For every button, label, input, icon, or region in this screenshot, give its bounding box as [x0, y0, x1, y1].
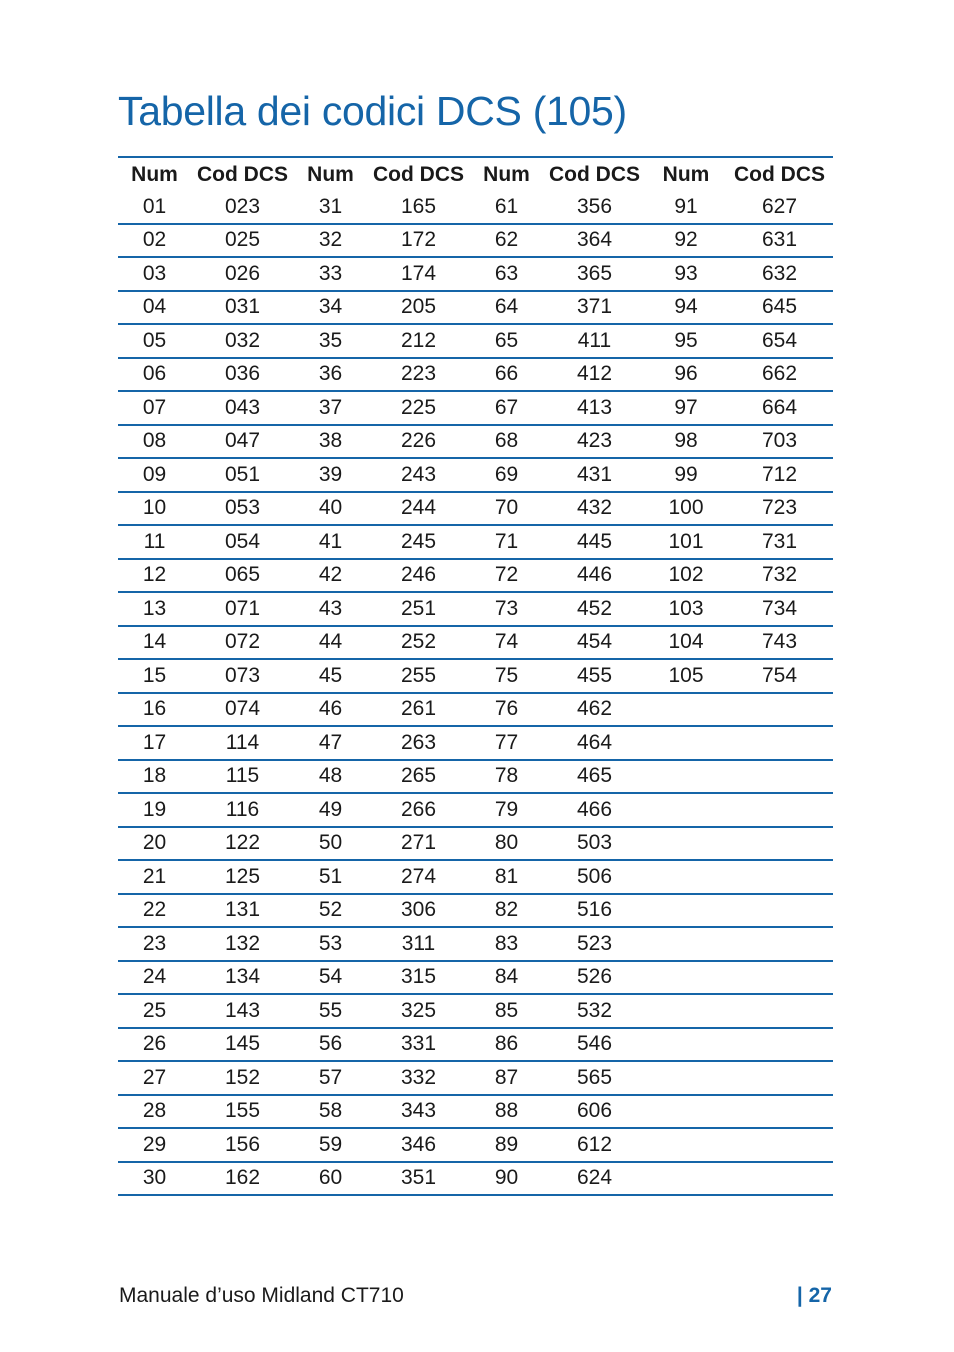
table-row [118, 425, 833, 459]
cell-cod-dcs: 664 [726, 391, 833, 425]
column-header-cod-dcs: Cod DCS [549, 162, 640, 186]
cell-cod-dcs [726, 961, 833, 995]
cell-num: 29 [118, 1128, 191, 1162]
cell-cod-dcs: 065 [191, 559, 294, 593]
table-row [118, 492, 833, 526]
cell-num: 90 [470, 1162, 543, 1196]
table-row [118, 592, 833, 626]
cell-num: 64 [470, 291, 543, 325]
table-row [118, 191, 833, 224]
cell-cod-dcs: 131 [191, 894, 294, 928]
cell-num: 76 [470, 693, 543, 727]
cell-num: 18 [118, 760, 191, 794]
cell-num: 51 [294, 860, 367, 894]
cell-cod-dcs: 532 [543, 994, 646, 1028]
cell-cod-dcs [726, 827, 833, 861]
cell-cod-dcs: 172 [367, 224, 470, 258]
cell-num: 68 [470, 425, 543, 459]
cell-num [646, 760, 726, 794]
cell-cod-dcs: 266 [367, 793, 470, 827]
cell-cod-dcs: 411 [543, 324, 646, 358]
cell-num [646, 827, 726, 861]
cell-cod-dcs [726, 1061, 833, 1095]
cell-num: 21 [118, 860, 191, 894]
cell-cod-dcs [726, 994, 833, 1028]
cell-num: 86 [470, 1028, 543, 1062]
cell-num: 47 [294, 726, 367, 760]
cell-num [646, 927, 726, 961]
cell-cod-dcs: 315 [367, 961, 470, 995]
cell-num: 49 [294, 793, 367, 827]
cell-num: 95 [646, 324, 726, 358]
cell-cod-dcs: 143 [191, 994, 294, 1028]
table-header [118, 157, 833, 191]
cell-num: 40 [294, 492, 367, 526]
cell-num: 87 [470, 1061, 543, 1095]
cell-num: 62 [470, 224, 543, 258]
table-row [118, 726, 833, 760]
cell-cod-dcs: 074 [191, 693, 294, 727]
cell-cod-dcs: 523 [543, 927, 646, 961]
cell-num: 09 [118, 458, 191, 492]
cell-cod-dcs [726, 1162, 833, 1196]
cell-cod-dcs: 546 [543, 1028, 646, 1062]
cell-cod-dcs: 125 [191, 860, 294, 894]
cell-num: 27 [118, 1061, 191, 1095]
cell-num: 50 [294, 827, 367, 861]
cell-num [646, 961, 726, 995]
cell-num: 81 [470, 860, 543, 894]
cell-num: 11 [118, 525, 191, 559]
cell-num: 36 [294, 358, 367, 392]
cell-num: 15 [118, 659, 191, 693]
cell-num: 05 [118, 324, 191, 358]
cell-num: 24 [118, 961, 191, 995]
cell-cod-dcs: 114 [191, 726, 294, 760]
table-row [118, 659, 833, 693]
column-header-cod-dcs: Cod DCS [197, 162, 288, 186]
cell-cod-dcs: 516 [543, 894, 646, 928]
cell-cod-dcs: 225 [367, 391, 470, 425]
table-row [118, 827, 833, 861]
cell-cod-dcs: 734 [726, 592, 833, 626]
cell-cod-dcs: 306 [367, 894, 470, 928]
cell-cod-dcs: 351 [367, 1162, 470, 1196]
cell-num: 96 [646, 358, 726, 392]
cell-cod-dcs: 464 [543, 726, 646, 760]
cell-cod-dcs [726, 1095, 833, 1129]
table-row [118, 1028, 833, 1062]
cell-cod-dcs: 071 [191, 592, 294, 626]
cell-num: 34 [294, 291, 367, 325]
cell-cod-dcs: 043 [191, 391, 294, 425]
column-header-cod-dcs: Cod DCS [734, 162, 825, 186]
cell-cod-dcs: 465 [543, 760, 646, 794]
cell-num [646, 1061, 726, 1095]
cell-num: 14 [118, 626, 191, 660]
column-header-num: Num [483, 162, 530, 186]
cell-num: 79 [470, 793, 543, 827]
cell-cod-dcs: 413 [543, 391, 646, 425]
cell-cod-dcs: 466 [543, 793, 646, 827]
cell-num: 71 [470, 525, 543, 559]
cell-num: 65 [470, 324, 543, 358]
cell-cod-dcs: 703 [726, 425, 833, 459]
cell-num: 03 [118, 257, 191, 291]
cell-cod-dcs: 632 [726, 257, 833, 291]
cell-num: 55 [294, 994, 367, 1028]
column-header-num: Num [662, 162, 710, 186]
page-title: Tabella dei codici DCS (105) [118, 88, 627, 134]
column-header-num: Num [307, 162, 354, 186]
cell-num: 63 [470, 257, 543, 291]
cell-cod-dcs: 152 [191, 1061, 294, 1095]
cell-num: 19 [118, 793, 191, 827]
cell-num: 57 [294, 1061, 367, 1095]
cell-num: 41 [294, 525, 367, 559]
cell-num: 60 [294, 1162, 367, 1196]
table-row [118, 1061, 833, 1095]
cell-num: 78 [470, 760, 543, 794]
cell-cod-dcs: 263 [367, 726, 470, 760]
cell-cod-dcs: 731 [726, 525, 833, 559]
cell-cod-dcs: 243 [367, 458, 470, 492]
cell-num: 43 [294, 592, 367, 626]
cell-cod-dcs: 506 [543, 860, 646, 894]
table-row [118, 324, 833, 358]
cell-num: 100 [646, 492, 726, 526]
cell-cod-dcs: 612 [543, 1128, 646, 1162]
table-row [118, 358, 833, 392]
cell-cod-dcs: 116 [191, 793, 294, 827]
cell-num: 23 [118, 927, 191, 961]
cell-cod-dcs [726, 793, 833, 827]
cell-cod-dcs: 205 [367, 291, 470, 325]
cell-cod-dcs: 244 [367, 492, 470, 526]
table-row [118, 760, 833, 794]
cell-cod-dcs: 047 [191, 425, 294, 459]
cell-cod-dcs: 261 [367, 693, 470, 727]
cell-num [646, 1162, 726, 1196]
cell-cod-dcs: 072 [191, 626, 294, 660]
cell-num: 93 [646, 257, 726, 291]
header-row [118, 157, 833, 191]
cell-num: 66 [470, 358, 543, 392]
table-row [118, 291, 833, 325]
cell-num: 13 [118, 592, 191, 626]
cell-num [646, 1128, 726, 1162]
cell-num: 80 [470, 827, 543, 861]
cell-num [646, 726, 726, 760]
cell-num: 02 [118, 224, 191, 258]
cell-cod-dcs: 412 [543, 358, 646, 392]
cell-cod-dcs: 073 [191, 659, 294, 693]
cell-num: 37 [294, 391, 367, 425]
cell-num: 91 [646, 191, 726, 224]
cell-num: 46 [294, 693, 367, 727]
table-row [118, 1128, 833, 1162]
cell-cod-dcs: 026 [191, 257, 294, 291]
cell-num: 67 [470, 391, 543, 425]
cell-num: 44 [294, 626, 367, 660]
cell-cod-dcs: 246 [367, 559, 470, 593]
cell-cod-dcs: 134 [191, 961, 294, 995]
cell-cod-dcs: 631 [726, 224, 833, 258]
cell-cod-dcs: 332 [367, 1061, 470, 1095]
cell-num [646, 994, 726, 1028]
cell-num: 94 [646, 291, 726, 325]
cell-cod-dcs: 371 [543, 291, 646, 325]
cell-num: 104 [646, 626, 726, 660]
cell-num: 82 [470, 894, 543, 928]
cell-cod-dcs: 174 [367, 257, 470, 291]
table-row [118, 525, 833, 559]
cell-num: 42 [294, 559, 367, 593]
cell-num [646, 793, 726, 827]
table-row [118, 860, 833, 894]
table-row [118, 391, 833, 425]
table-body [118, 191, 833, 1195]
cell-cod-dcs [726, 1128, 833, 1162]
cell-cod-dcs: 054 [191, 525, 294, 559]
cell-cod-dcs: 624 [543, 1162, 646, 1196]
cell-cod-dcs: 754 [726, 659, 833, 693]
cell-cod-dcs: 454 [543, 626, 646, 660]
cell-cod-dcs: 365 [543, 257, 646, 291]
cell-cod-dcs: 252 [367, 626, 470, 660]
cell-num: 84 [470, 961, 543, 995]
page-number: | 27 [796, 1284, 832, 1307]
cell-cod-dcs: 526 [543, 961, 646, 995]
cell-cod-dcs: 432 [543, 492, 646, 526]
cell-num: 99 [646, 458, 726, 492]
cell-cod-dcs: 162 [191, 1162, 294, 1196]
cell-cod-dcs: 364 [543, 224, 646, 258]
cell-num: 17 [118, 726, 191, 760]
cell-num: 39 [294, 458, 367, 492]
cell-num: 97 [646, 391, 726, 425]
cell-num: 103 [646, 592, 726, 626]
cell-cod-dcs: 565 [543, 1061, 646, 1095]
cell-num: 53 [294, 927, 367, 961]
cell-num: 04 [118, 291, 191, 325]
cell-num: 52 [294, 894, 367, 928]
cell-num: 10 [118, 492, 191, 526]
cell-cod-dcs: 662 [726, 358, 833, 392]
cell-cod-dcs: 311 [367, 927, 470, 961]
table-row [118, 793, 833, 827]
cell-num: 83 [470, 927, 543, 961]
cell-cod-dcs: 255 [367, 659, 470, 693]
cell-num [646, 860, 726, 894]
cell-num: 38 [294, 425, 367, 459]
cell-num: 08 [118, 425, 191, 459]
cell-cod-dcs: 155 [191, 1095, 294, 1129]
table-row [118, 994, 833, 1028]
cell-cod-dcs: 051 [191, 458, 294, 492]
cell-num: 16 [118, 693, 191, 727]
cell-num: 74 [470, 626, 543, 660]
cell-cod-dcs [726, 760, 833, 794]
cell-cod-dcs: 165 [367, 191, 470, 224]
cell-num: 85 [470, 994, 543, 1028]
cell-cod-dcs [726, 1028, 833, 1062]
cell-cod-dcs: 446 [543, 559, 646, 593]
cell-cod-dcs: 462 [543, 693, 646, 727]
cell-cod-dcs: 606 [543, 1095, 646, 1129]
cell-cod-dcs: 265 [367, 760, 470, 794]
cell-num: 105 [646, 659, 726, 693]
cell-cod-dcs: 122 [191, 827, 294, 861]
cell-cod-dcs: 036 [191, 358, 294, 392]
table-row [118, 626, 833, 660]
cell-cod-dcs: 251 [367, 592, 470, 626]
cell-cod-dcs: 023 [191, 191, 294, 224]
cell-cod-dcs: 271 [367, 827, 470, 861]
cell-cod-dcs: 503 [543, 827, 646, 861]
cell-cod-dcs: 212 [367, 324, 470, 358]
cell-num: 54 [294, 961, 367, 995]
cell-num [646, 693, 726, 727]
cell-cod-dcs: 223 [367, 358, 470, 392]
cell-cod-dcs: 145 [191, 1028, 294, 1062]
cell-cod-dcs: 325 [367, 994, 470, 1028]
cell-cod-dcs: 031 [191, 291, 294, 325]
cell-num: 30 [118, 1162, 191, 1196]
cell-num: 33 [294, 257, 367, 291]
table-row [118, 224, 833, 258]
cell-cod-dcs: 343 [367, 1095, 470, 1129]
cell-num: 69 [470, 458, 543, 492]
table-row [118, 894, 833, 928]
cell-cod-dcs: 132 [191, 927, 294, 961]
cell-cod-dcs: 445 [543, 525, 646, 559]
cell-cod-dcs: 226 [367, 425, 470, 459]
cell-cod-dcs: 346 [367, 1128, 470, 1162]
cell-num: 35 [294, 324, 367, 358]
table-row [118, 257, 833, 291]
table-row [118, 458, 833, 492]
cell-cod-dcs: 356 [543, 191, 646, 224]
cell-num: 07 [118, 391, 191, 425]
cell-cod-dcs [726, 927, 833, 961]
cell-num: 73 [470, 592, 543, 626]
table-row [118, 1095, 833, 1129]
table-row [118, 559, 833, 593]
cell-num: 12 [118, 559, 191, 593]
cell-cod-dcs: 431 [543, 458, 646, 492]
cell-cod-dcs: 245 [367, 525, 470, 559]
cell-num: 25 [118, 994, 191, 1028]
cell-cod-dcs: 627 [726, 191, 833, 224]
cell-num: 92 [646, 224, 726, 258]
cell-num: 75 [470, 659, 543, 693]
cell-cod-dcs: 156 [191, 1128, 294, 1162]
cell-num: 88 [470, 1095, 543, 1129]
cell-num: 89 [470, 1128, 543, 1162]
cell-cod-dcs: 723 [726, 492, 833, 526]
column-header-cod-dcs: Cod DCS [373, 162, 464, 186]
cell-cod-dcs: 053 [191, 492, 294, 526]
cell-num: 101 [646, 525, 726, 559]
cell-num: 32 [294, 224, 367, 258]
cell-num: 61 [470, 191, 543, 224]
cell-cod-dcs: 654 [726, 324, 833, 358]
cell-num: 22 [118, 894, 191, 928]
cell-cod-dcs [726, 726, 833, 760]
cell-cod-dcs: 452 [543, 592, 646, 626]
cell-cod-dcs: 274 [367, 860, 470, 894]
cell-cod-dcs [726, 894, 833, 928]
table-row [118, 693, 833, 727]
cell-cod-dcs: 025 [191, 224, 294, 258]
table-row [118, 961, 833, 995]
cell-num [646, 1028, 726, 1062]
cell-num: 01 [118, 191, 191, 224]
cell-num: 58 [294, 1095, 367, 1129]
cell-num: 26 [118, 1028, 191, 1062]
cell-num: 31 [294, 191, 367, 224]
cell-cod-dcs: 712 [726, 458, 833, 492]
cell-num: 72 [470, 559, 543, 593]
cell-cod-dcs: 732 [726, 559, 833, 593]
dcs-code-table [118, 156, 833, 1196]
cell-cod-dcs: 032 [191, 324, 294, 358]
cell-cod-dcs: 115 [191, 760, 294, 794]
cell-cod-dcs: 743 [726, 626, 833, 660]
cell-num [646, 894, 726, 928]
cell-num: 06 [118, 358, 191, 392]
cell-cod-dcs: 423 [543, 425, 646, 459]
cell-cod-dcs: 331 [367, 1028, 470, 1062]
cell-num: 48 [294, 760, 367, 794]
cell-num: 98 [646, 425, 726, 459]
cell-cod-dcs [726, 860, 833, 894]
column-header-num: Num [131, 162, 178, 186]
cell-cod-dcs: 645 [726, 291, 833, 325]
cell-num: 102 [646, 559, 726, 593]
table-row [118, 927, 833, 961]
footer-manual-title: Manuale d’uso Midland CT710 [119, 1284, 404, 1307]
cell-num: 70 [470, 492, 543, 526]
cell-num: 56 [294, 1028, 367, 1062]
cell-num: 20 [118, 827, 191, 861]
cell-num [646, 1095, 726, 1129]
cell-cod-dcs: 455 [543, 659, 646, 693]
cell-num: 77 [470, 726, 543, 760]
table-row [118, 1162, 833, 1196]
cell-num: 28 [118, 1095, 191, 1129]
cell-num: 59 [294, 1128, 367, 1162]
cell-num: 45 [294, 659, 367, 693]
cell-cod-dcs [726, 693, 833, 727]
